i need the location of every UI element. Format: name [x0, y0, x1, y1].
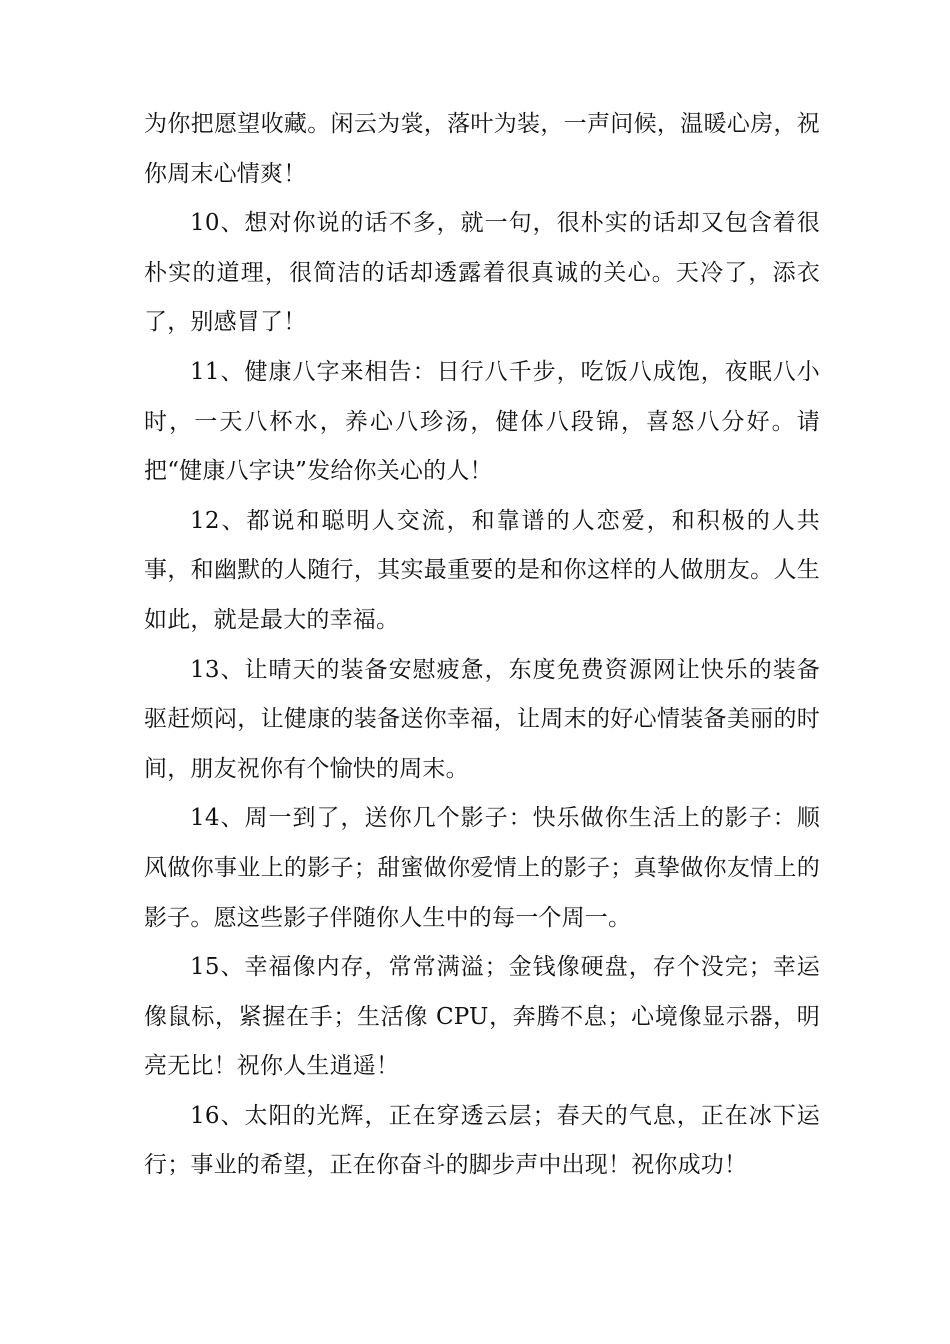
paragraph-item-16: 16、太阳的光辉，正在穿透云层；春天的气息，正在冰下运行；事业的希望，正在你奋斗的脚步声中出现！祝你成功！	[144, 1102, 820, 1179]
document-body	[144, 100, 820, 1191]
paragraph-item-15: 15、幸福像内存，常常满溢；金钱像硬盘，存个没完；幸运像鼠标，紧握在手；生活像 CPU，奔腾不息；心境像显示器，明亮无比！祝你人生逍遥！	[144, 954, 820, 1080]
paragraph-item-10: 10、想对你说的话不多，就一句，很朴实的话却又包含着很朴实的道理，很简洁的话却透露着很真诚的关心。天冷了，添衣了，别感冒了！	[144, 210, 820, 336]
paragraph-item-12: 12、都说和聪明人交流，和靠谱的人恋爱，和积极的人共事，和幽默的人随行，其实最重要的是和你这样的人做朋友。人生如此，就是最大的幸福。	[144, 507, 820, 633]
paragraph-item-14: 14、周一到了，送你几个影子：快乐做你生活上的影子：顺风做你事业上的影子；甜蜜做你爱情上的影子；真挚做你友情上的影子。愿这些影子伴随你人生中的每一个周一。	[144, 805, 820, 931]
paragraph-item-11: 11、健康八字来相告：日行八千步，吃饭八成饱，夜眠八小时，一天八杯水，养心八珍汤，健体八段锦，喜怒八分好。请把“健康八字诀”发给你关心的人！	[144, 358, 820, 485]
paragraph-item-13: 13、让晴天的装备安慰疲惫，东度免费资源网让快乐的装备驱赶烦闷，让健康的装备送你幸福，让周末的好心情装备美丽的时间，朋友祝你有个愉快的周末。	[144, 656, 820, 782]
paragraph-continuation: 为你把愿望收藏。闲云为裳，落叶为装，一声问候，温暖心房，祝你周末心情爽！	[144, 111, 820, 187]
